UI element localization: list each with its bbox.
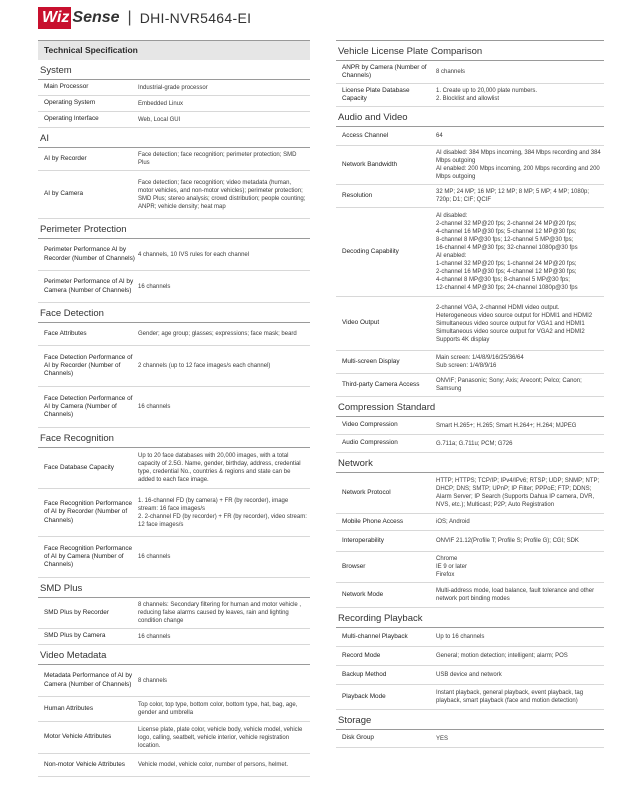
spec-label: Face Detection Performance of AI by Camera (Number of Channels) [44,394,133,419]
spec-row-perimeter-performance-ai-by-recorder-number-of-channels [38,239,310,271]
spec-row-anpr-by-camera-number-of-channels [336,61,604,84]
spec-row-smd-plus-by-camera [38,629,310,645]
spec-value: Multi-address mode, load balance, fault tolerance and other network port binding modes [436,588,595,602]
spec-label: Disk Group [342,734,374,742]
spec-value: AI disabled: 2-channel 32 MP@20 fps; 2-channel 24 MP@20 fps; 4-channel 16 MP@30 fps; 5-channel 12 MP@30 fps; 8-channel 8 MP@30 fps; 12-channel 5 MP@30 fps; 16-channel 4 MP@30 fps; 32-channel 1080p@30 fps AI enabled: 1-channel 32 MP@20 fps; 1-channel 24 MP@20 fps; 2-channel 16 MP@30 fps; 4-channel 12 MP@30 fps; 4-channel 8 MP@30 fps; 8-channel 5 MP@30 fps; 12-channel 4 MP@30 fps; 24-channel 1080p@30 fps [436,213,578,291]
spec-value: 8 channels [436,69,466,75]
spec-label: Operating Interface [44,115,99,123]
spec-label: Multi-screen Display [342,357,400,365]
spec-value: 4 channels, 10 IVS rules for each channel [138,251,250,258]
section-title-recording-playback: Recording Playback [336,608,604,628]
spec-label: License Plate Database Capacity [342,86,410,102]
spec-label: Face Recognition Performance of AI by Camera (Number of Channels) [44,544,133,569]
spec-label: Decoding Capability [342,247,399,255]
section-title-system: System [38,60,310,80]
spec-value: 16 channels [138,633,171,640]
spec-value: 2 channels (up to 12 face images/s each channel) [138,363,271,369]
spec-column-left [38,40,310,777]
spec-value: ONVIF 21.12(Profile T; Profile S; Profile G); CGI; SDK [436,538,579,544]
spec-value: General; motion detection; intelligent; alarm; POS [436,653,568,659]
spec-row-decoding-capability [336,208,604,297]
spec-row-ai-by-camera [38,171,310,219]
spec-label: Access Channel [342,131,389,139]
spec-value: Industrial-grade processor [138,84,208,91]
spec-value: YES [436,735,449,742]
spec-label: Record Mode [342,651,381,659]
spec-label: Face Attributes [44,329,87,337]
spec-label: Video Output [342,319,380,327]
spec-value: 2-channel VGA, 2-channel HDMI video output. Heterogeneous video source output for HDMI1 and HDMI2 Simultaneous video source output for VGA1 and HDMI1 Simultaneous video source output for VGA2 and HDMI2 Supports 4K display [436,304,593,343]
section-title-network: Network [336,453,604,473]
spec-label: Human Attributes [44,704,94,712]
spec-row-backup-method [336,666,604,685]
spec-value: 1. Create up to 20,000 plate numbers. 2. Blocklist and allowlist [436,88,538,102]
spec-value: 1. 16-channel FD (by camera) + FR (by recorder), image stream: 16 face images/s 2. 2-channel FD (by recorder) + FR (by recorder), video stream: 12 face images/s [138,497,307,528]
spec-label: Video Compression [342,421,398,429]
spec-label: Network Protocol [342,488,391,496]
spec-row-interoperability [336,531,604,552]
spec-value: 16 channels [138,283,171,290]
spec-row-face-recognition-performance-of-ai-by-recorder-number-of-channels [38,489,310,537]
spec-row-resolution [336,185,604,208]
spec-label: Playback Mode [342,692,386,700]
spec-row-multi-screen-display [336,351,604,374]
logo-sense: Sense [72,9,120,26]
spec-label: Metadata Performance of AI by Camera (Number of Channels) [44,672,133,688]
spec-label: Face Detection Performance of AI by Recorder (Number of Channels) [44,353,133,378]
spec-value: Chrome IE 9 or later Firefox [436,556,468,578]
spec-label: Face Recognition Performance of AI by Recorder (Number of Channels) [44,500,133,524]
spec-row-network-protocol [336,473,604,514]
spec-column-right [336,40,604,748]
spec-label: Perimeter Performance of AI by Camera (Number of Channels) [44,278,134,294]
spec-label: Multi-channel Playback [342,632,408,640]
spec-row-face-database-capacity [38,448,310,489]
section-title-compression-standard: Compression Standard [336,397,604,417]
spec-row-metadata-performance-of-ai-by-camera-number-of-channels [38,665,310,697]
spec-value: Instant playback, general playback, event playback, tag playback, smart playback (face and motion detection) [436,690,584,704]
spec-row-face-recognition-performance-of-ai-by-camera-number-of-channels [38,537,310,578]
section-title-face-recognition: Face Recognition [38,428,310,448]
spec-row-access-channel [336,127,604,146]
header-separator: | [127,9,132,26]
spec-value: Web, Local GUI [138,116,181,123]
spec-value: iOS; Android [436,519,470,525]
spec-value: ONVIF; Panasonic; Sony; Axis; Arecont; Pelco; Canon; Samsung [436,378,582,392]
spec-header-bar: Technical Specification [38,40,310,60]
spec-label: Motor Vehicle Attributes [44,733,112,741]
spec-row-disk-group [336,730,604,748]
spec-value: Up to 20 face databases with 20,000 images, with a total capacity of 2.5G. Name, gender, birthday, address, credential type, credential No., countries & regions and state can be added to each face image. [138,453,301,483]
section-title-audio-and-video: Audio and Video [336,107,604,127]
spec-label: ANPR by Camera (Number of Channels) [342,63,427,79]
spec-value: Smart H.265+; H.265; Smart H.264+; H.264; MJPEG [436,422,577,429]
spec-row-license-plate-database-capacity [336,84,604,107]
spec-value: Face detection; face recognition; video metadata (human, motor vehicles, and non-motor vehicles); perimeter protection; SMD Plus; stereo analysis; crowd distribution; people counting; ANPR; vehicle density; heat map [138,179,306,210]
wizsense-logo [38,7,120,29]
spec-row-multi-channel-playback [336,628,604,647]
spec-row-smd-plus-by-recorder [38,598,310,629]
spec-value: Vehicle model, vehicle color, number of persons, helmet. [138,762,289,768]
spec-label: Face Database Capacity [44,463,114,471]
spec-label: AI by Recorder [44,154,87,162]
spec-value: 8 channels [138,677,168,684]
spec-row-face-detection-performance-of-ai-by-camera-number-of-channels [38,387,310,428]
section-title-ai: AI [38,128,310,148]
spec-value: G.711a; G.711u; PCM; G726 [436,440,513,447]
spec-row-browser [336,552,604,583]
spec-label: Resolution [342,191,373,199]
spec-row-face-attributes [38,323,310,346]
spec-value: Embedded Linux [138,100,184,107]
spec-row-non-motor-vehicle-attributes [38,754,310,777]
spec-row-audio-compression [336,435,604,453]
spec-label: Browser [342,562,366,570]
spec-label: AI by Camera [44,190,84,198]
spec-label: Backup Method [342,670,387,678]
spec-row-playback-mode [336,685,604,710]
spec-value: Up to 16 channels [436,634,485,640]
spec-value: License plate, plate color, vehicle body, vehicle model, vehicle logo, calling, seatbelt, vehicle interior, vehicle registration location. [138,726,303,749]
section-title-storage: Storage [336,710,604,730]
spec-row-ai-by-recorder [38,148,310,171]
spec-row-main-processor [38,80,310,96]
section-title-video-metadata: Video Metadata [38,645,310,665]
spec-row-video-compression [336,417,604,435]
spec-row-perimeter-performance-of-ai-by-camera-number-of-channels [38,271,310,303]
spec-label: Network Bandwidth [342,160,398,168]
spec-value: Top color, top type, bottom color, bottom type, hat, bag, age, gender and umbrella [138,702,298,716]
section-title-smd-plus: SMD Plus [38,578,310,598]
section-title-face-detection: Face Detection [38,303,310,323]
spec-label: Audio Compression [342,439,398,447]
logo-wiz: Wiz [38,7,71,29]
spec-row-mobile-phone-access [336,514,604,531]
spec-row-record-mode [336,647,604,666]
spec-row-video-output [336,297,604,351]
spec-label: SMD Plus by Camera [44,632,106,640]
spec-row-third-party-camera-access [336,374,604,397]
spec-value: 8 channels: Secondary filtering for human and motor vehicle , reducing false alarms caused by leaves, rain and lighting condition change [138,602,302,624]
spec-row-operating-interface [38,112,310,128]
spec-value: Main screen: 1/4/8/9/16/25/36/64 Sub screen: 1/4/8/9/16 [436,355,524,369]
spec-value: 64 [436,133,443,139]
spec-value: AI disabled: 384 Mbps incoming, 384 Mbps recording and 384 Mbps outgoing AI enabled: 200 Mbps incoming, 200 Mbps recording and 200 Mbps outgoing [436,150,601,180]
spec-row-network-mode [336,583,604,608]
spec-value: Gender; age group; glasses; expressions; face mask; beard [138,331,297,337]
spec-value: HTTP; HTTPS; TCP/IP; IPv4/IPv6; RTSP; UDP; SNMP; NTP; DHCP; DNS; SMTP; UPnP; IP Filter; PPPoE; FTP; DDNS; Alarm Server; IP Search (Supports Dahua IP camera, DVR, NVS, etc.); Multicast; P2P; Auto Registration [436,478,600,508]
spec-row-face-detection-performance-of-ai-by-recorder-number-of-channels [38,346,310,387]
spec-row-operating-system [38,96,310,112]
spec-label: Mobile Phone Access [342,517,404,525]
spec-value: 16 channels [138,404,171,410]
model-number: DHI-NVR5464-EI [139,10,252,26]
spec-label: Operating System [44,99,96,107]
spec-value: 16 channels [138,554,171,560]
spec-label: Interoperability [342,536,384,544]
spec-value: 32 MP; 24 MP; 16 MP; 12 MP; 8 MP; 5 MP; 4 MP; 1080p; 720p; D1; CIF; QCIF [436,189,590,203]
spec-row-motor-vehicle-attributes [38,722,310,754]
spec-value: USB device and network [436,672,502,678]
spec-label: Third-party Camera Access [342,380,420,388]
spec-label: Main Processor [44,83,89,91]
spec-value: Face detection; face recognition; perimeter protection; SMD Plus [138,152,297,166]
spec-row-human-attributes [38,697,310,722]
spec-label: Perimeter Performance AI by Recorder (Number of Channels) [44,246,135,262]
spec-label: Network Mode [342,590,384,598]
spec-row-network-bandwidth [336,146,604,185]
section-title-perimeter-protection: Perimeter Protection [38,219,310,239]
section-title-vehicle-license-plate-comparison: Vehicle License Plate Comparison [336,40,604,61]
page-header [0,0,640,36]
spec-label: Non-motor Vehicle Attributes [44,760,125,768]
spec-label: SMD Plus by Recorder [44,608,109,616]
